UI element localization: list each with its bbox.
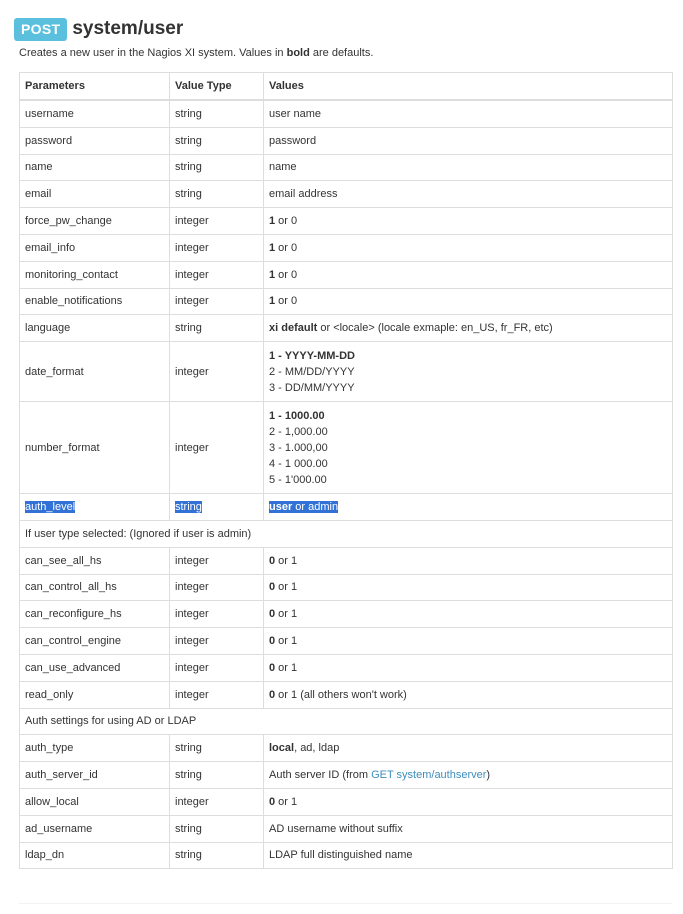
param-type: string — [170, 127, 264, 154]
section-label: If user type selected: (Ignored if user is admin) — [20, 520, 673, 547]
table-row — [20, 127, 673, 154]
param-type: integer — [170, 208, 264, 235]
param-name: can_control_all_hs — [20, 574, 170, 601]
param-values: LDAP full distinguished name — [264, 842, 673, 869]
table-row — [20, 681, 673, 708]
header-value-type: Value Type — [170, 73, 264, 101]
param-type[interactable]: string — [170, 494, 264, 521]
table-row — [20, 342, 673, 402]
param-values: 1 - 1000.00 2 - 1,000.00 3 - 1.000,00 4 - 1 000.00 5 - 1'000.00 — [264, 402, 673, 494]
table-row — [20, 547, 673, 574]
param-type: string — [170, 315, 264, 342]
param-type: integer — [170, 402, 264, 494]
method-badge: POST — [14, 18, 67, 41]
param-name: ad_username — [20, 815, 170, 842]
parameters-table — [19, 72, 673, 869]
param-name: date_format — [20, 342, 170, 402]
table-row — [20, 654, 673, 681]
param-name: auth_server_id — [20, 762, 170, 789]
param-name: can_see_all_hs — [20, 547, 170, 574]
param-values: 1 or 0 — [264, 288, 673, 315]
param-type: string — [170, 842, 264, 869]
table-row — [20, 402, 673, 494]
param-name: monitoring_contact — [20, 261, 170, 288]
param-values: password — [264, 127, 673, 154]
table-row — [20, 100, 673, 127]
param-values: 0 or 1 — [264, 601, 673, 628]
param-type: string — [170, 735, 264, 762]
param-type: string — [170, 815, 264, 842]
table-row — [20, 601, 673, 628]
param-type: integer — [170, 628, 264, 655]
param-type: integer — [170, 261, 264, 288]
endpoint-title: system/user — [72, 18, 184, 39]
table-header-row — [20, 73, 673, 101]
param-name: language — [20, 315, 170, 342]
table-row — [20, 181, 673, 208]
param-name: email_info — [20, 234, 170, 261]
param-name: can_use_advanced — [20, 654, 170, 681]
param-type: integer — [170, 574, 264, 601]
param-name[interactable]: auth_level — [20, 494, 170, 521]
param-values: 1 - YYYY-MM-DD 2 - MM/DD/YYYY 3 - DD/MM/YYYY — [264, 342, 673, 402]
param-values: 1 or 0 — [264, 208, 673, 235]
section-label: Auth settings for using AD or LDAP — [20, 708, 673, 735]
section-row-auth-settings — [20, 708, 673, 735]
param-name: force_pw_change — [20, 208, 170, 235]
endpoint-header — [14, 15, 183, 43]
table-row — [20, 735, 673, 762]
param-type: string — [170, 100, 264, 127]
param-type: string — [170, 154, 264, 181]
param-values[interactable]: user or admin — [264, 494, 673, 521]
section-divider — [19, 903, 672, 904]
endpoint-description: Creates a new user in the Nagios XI system. Values in bold are defaults. — [19, 47, 374, 59]
param-name: enable_notifications — [20, 288, 170, 315]
param-type: integer — [170, 681, 264, 708]
param-values: 0 or 1 — [264, 654, 673, 681]
param-values: 0 or 1 (all others won't work) — [264, 681, 673, 708]
param-type: integer — [170, 547, 264, 574]
param-values: 0 or 1 — [264, 574, 673, 601]
param-values: Auth server ID (from GET system/authserver) — [264, 762, 673, 789]
param-values: local, ad, ldap — [264, 735, 673, 762]
table-row — [20, 234, 673, 261]
table-row — [20, 315, 673, 342]
authserver-link[interactable]: GET system/authserver — [371, 769, 487, 782]
param-values: 1 or 0 — [264, 234, 673, 261]
table-row — [20, 288, 673, 315]
table-row-selected — [20, 494, 673, 521]
param-type: integer — [170, 601, 264, 628]
param-values: 0 or 1 — [264, 788, 673, 815]
header-parameters: Parameters — [20, 73, 170, 101]
param-name: can_reconfigure_hs — [20, 601, 170, 628]
param-name: name — [20, 154, 170, 181]
param-values: user name — [264, 100, 673, 127]
section-row-user-type — [20, 520, 673, 547]
table-row — [20, 788, 673, 815]
table-row — [20, 574, 673, 601]
table-row — [20, 261, 673, 288]
param-name: allow_local — [20, 788, 170, 815]
param-type: integer — [170, 342, 264, 402]
param-values: 0 or 1 — [264, 547, 673, 574]
param-values: email address — [264, 181, 673, 208]
table-row — [20, 154, 673, 181]
param-type: string — [170, 181, 264, 208]
param-values: name — [264, 154, 673, 181]
table-row — [20, 628, 673, 655]
header-values: Values — [264, 73, 673, 101]
param-type: integer — [170, 788, 264, 815]
param-values: AD username without suffix — [264, 815, 673, 842]
param-type: integer — [170, 288, 264, 315]
param-name: auth_type — [20, 735, 170, 762]
table-row — [20, 842, 673, 869]
param-values: 0 or 1 — [264, 628, 673, 655]
param-name: ldap_dn — [20, 842, 170, 869]
param-name: username — [20, 100, 170, 127]
param-name: email — [20, 181, 170, 208]
table-row — [20, 815, 673, 842]
param-name: read_only — [20, 681, 170, 708]
table-row — [20, 762, 673, 789]
param-values: 1 or 0 — [264, 261, 673, 288]
param-name: number_format — [20, 402, 170, 494]
param-type: integer — [170, 654, 264, 681]
table-row — [20, 208, 673, 235]
param-values: xi default or <locale> (locale exmaple: en_US, fr_FR, etc) — [264, 315, 673, 342]
param-name: password — [20, 127, 170, 154]
param-type: string — [170, 762, 264, 789]
param-name: can_control_engine — [20, 628, 170, 655]
param-type: integer — [170, 234, 264, 261]
